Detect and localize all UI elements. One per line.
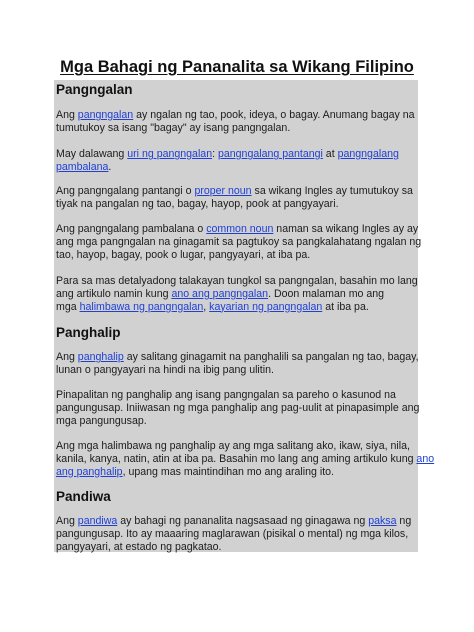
link-ano-ang-panghalip[interactable]: ano — [416, 452, 435, 465]
text: ay bahagi ng pananalita nagsasaad ng ginagawa ng — [117, 515, 369, 527]
text: ay salitang ginagamit na panghalili sa pangalan ng tao, bagay, — [123, 351, 419, 363]
text: Ang mga halimbawa ng panghalip ay ang mga salitang ako, ikaw, siya, nila, — [56, 440, 410, 452]
paragraph — [56, 109, 418, 135]
text: at — [322, 148, 338, 160]
paragraph — [56, 515, 418, 553]
paragraph — [56, 440, 435, 478]
link-kayarian-ng-pangngalan[interactable]: kayarian ng pangngalan — [209, 300, 323, 313]
link-ano-ang-pangngalan[interactable]: ano ang pangngalan — [171, 287, 269, 300]
text: : — [212, 148, 218, 160]
link-pangngalan[interactable]: pangngalan — [77, 109, 134, 121]
text: sa wikang Ingles ay tumutukoy sa — [251, 185, 413, 197]
text: tao, hayop, bagay, pook o lugar, pangyayari, at iba pa. — [56, 248, 311, 261]
link-pangngalang-pambalana[interactable]: pangngalang — [337, 148, 399, 160]
paragraph — [56, 185, 418, 211]
text: at iba pa. — [322, 300, 369, 313]
text: ang mga pangngalan na ginagamit sa pagtukoy sa pangkalahatang ngalan ng — [56, 235, 422, 248]
text: Pinapalitan ng panghalip ang isang pangngalan sa pareho o kasunod na — [56, 389, 396, 401]
paragraph — [56, 389, 418, 427]
text: kanila, kanya, natin, atin at iba pa. Basahin mo lang ang aming artikulo kung — [56, 452, 417, 465]
text: Ang — [56, 109, 78, 121]
section-heading-pangngalan: Pangngalan — [56, 82, 133, 97]
text: lunan o pangyayari na hindi na ibig pang ulitin. — [56, 363, 274, 376]
text: Ang pangngalang pambalana o — [56, 223, 207, 235]
text: pangyayari, at estado ng pagkatao. — [56, 540, 222, 553]
link-panghalip[interactable]: panghalip — [77, 351, 124, 363]
text: naman sa wikang Ingles ay ay — [273, 223, 419, 235]
text: , upang mas maintindihan mo ang araling ito. — [122, 465, 334, 478]
link-common-noun[interactable]: common noun — [206, 223, 274, 235]
text: pangungusap. Ito ay maaaring maglarawan (pisikal o mental) ng mga kilos, — [56, 527, 409, 540]
text: Ang — [56, 515, 78, 527]
text: , — [203, 300, 210, 313]
paragraph — [56, 275, 418, 313]
text: pangungusap. Iniiwasan ng mga panghalip ang pag-uulit at pinapasimple ang — [56, 401, 420, 414]
link-pandiwa[interactable]: pandiwa — [77, 515, 118, 527]
text: . Doon malaman mo ang — [268, 287, 385, 300]
link-pangngalang-pantangi[interactable]: pangngalang pantangi — [217, 148, 323, 160]
link-halimbawa-ng-pangngalan[interactable]: halimbawa ng pangngalan — [79, 300, 204, 313]
text: tiyak na pangalan ng tao, bagay, hayop, pook at pangyayari. — [56, 197, 339, 210]
paragraph — [56, 223, 422, 261]
section-heading-pandiwa: Pandiwa — [56, 489, 111, 504]
text: . — [108, 160, 112, 173]
text: Para sa mas detalyadong talakayan tungkol sa pangngalan, basahin mo lang — [56, 275, 418, 287]
text: May dalawang — [56, 148, 128, 160]
paragraph — [56, 351, 418, 377]
link-pangngalang-pambalana[interactable]: pambalana — [56, 160, 109, 173]
link-paksa[interactable]: paksa — [368, 515, 397, 527]
text: ay ngalan ng tao, pook, ideya, o bagay. Anumang bagay na — [133, 109, 415, 121]
page-title: Mga Bahagi ng Pananalita sa Wikang Filipino — [60, 58, 414, 76]
text: ng — [396, 515, 412, 527]
paragraph — [56, 148, 418, 174]
text: Ang pangngalang pantangi o — [56, 185, 195, 197]
text: ang artikulo namin kung — [56, 287, 172, 300]
text: Ang — [56, 351, 78, 363]
text: tumutukoy sa isang "bagay" ay isang pangngalan. — [56, 121, 291, 134]
text: mga — [56, 300, 80, 313]
text: mga pangungusap. — [56, 414, 147, 427]
link-uri-ng-pangngalan[interactable]: uri ng pangngalan — [127, 148, 213, 160]
section-heading-panghalip: Panghalip — [56, 325, 121, 340]
link-ano-ang-panghalip[interactable]: ang panghalip — [56, 465, 123, 478]
link-proper-noun[interactable]: proper noun — [194, 185, 252, 197]
